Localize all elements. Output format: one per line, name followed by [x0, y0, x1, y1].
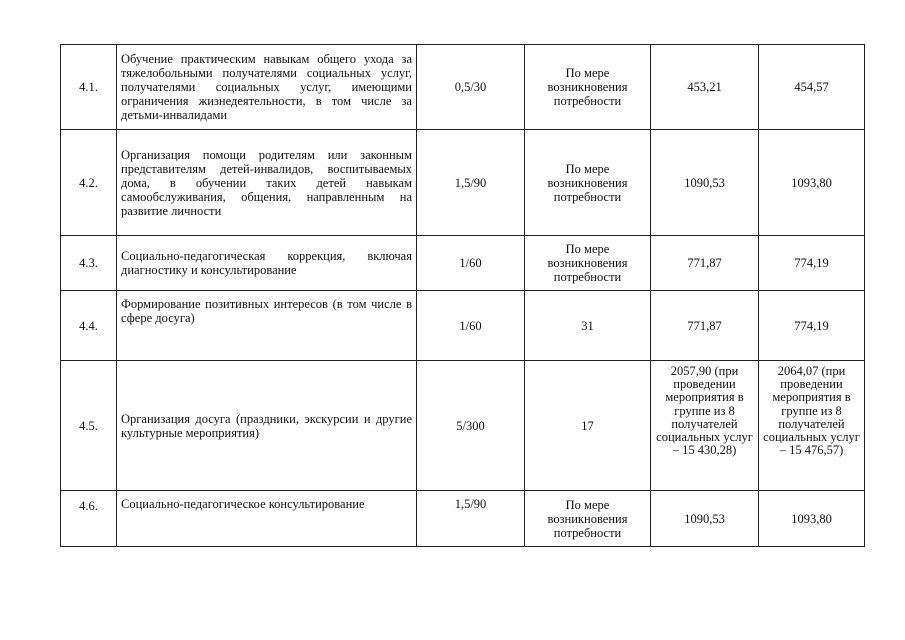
service-rate: 5/300 [417, 361, 525, 491]
service-rate: 1,5/90 [417, 130, 525, 236]
service-price-note: 2057,90 (при проведении мероприятия в группе из 8 получателей социальных услуг – 15 430,28) [656, 364, 753, 458]
service-price-alt: 1093,80 [759, 491, 865, 547]
service-price-alt: 1093,80 [759, 130, 865, 236]
service-price: 771,87 [651, 236, 759, 291]
service-price-alt: 774,19 [759, 291, 865, 361]
service-rate: 1/60 [417, 291, 525, 361]
row-number: 4.4. [61, 291, 117, 361]
service-frequency: 31 [525, 291, 651, 361]
service-rate: 0,5/30 [417, 45, 525, 130]
services-table [60, 44, 865, 547]
service-frequency: По мере возникновения потребности [525, 491, 651, 547]
service-price [651, 361, 759, 491]
table-row [61, 361, 865, 491]
service-name: Организация досуга (праздники, экскурсии и другие культурные мероприятия) [117, 361, 417, 491]
row-number: 4.5. [61, 361, 117, 491]
service-price-alt [759, 361, 865, 491]
service-price-alt: 774,19 [759, 236, 865, 291]
table-row [61, 491, 865, 547]
service-price-alt: 454,57 [759, 45, 865, 130]
row-number: 4.2. [61, 130, 117, 236]
service-price: 771,87 [651, 291, 759, 361]
service-name: Обучение практическим навыкам общего ухода за тяжелобольными получателями социальных услуг, получателями социальных услуг, имеющими ограничения жизнедеятельности, в том числе за детьми-инвалидами [117, 45, 417, 130]
service-rate: 1/60 [417, 236, 525, 291]
service-frequency: По мере возникновения потребности [525, 45, 651, 130]
service-name: Социально-педагогическая коррекция, включая диагностику и консультирование [117, 236, 417, 291]
service-frequency: По мере возникновения потребности [525, 236, 651, 291]
table-row [61, 291, 865, 361]
service-frequency: По мере возникновения потребности [525, 130, 651, 236]
service-rate: 1,5/90 [417, 491, 525, 547]
table-row [61, 130, 865, 236]
row-number: 4.3. [61, 236, 117, 291]
service-price: 1090,53 [651, 130, 759, 236]
service-frequency: 17 [525, 361, 651, 491]
service-price: 453,21 [651, 45, 759, 130]
service-name: Организация помощи родителям или законным представителям детей-инвалидов, воспитываемых дома, в обучении таких детей навыкам самообслуживания, общения, направленным на развитие личности [117, 130, 417, 236]
row-number: 4.1. [61, 45, 117, 130]
row-number: 4.6. [61, 491, 117, 547]
table-row [61, 236, 865, 291]
service-name: Формирование позитивных интересов (в том числе в сфере досуга) [117, 291, 417, 361]
service-name: Социально-педагогическое консультирование [117, 491, 417, 547]
service-price: 1090,53 [651, 491, 759, 547]
table-row [61, 45, 865, 130]
service-price-alt-note: 2064,07 (при проведении мероприятия в группе из 8 получателей социальных услуг – 15 476,57) [763, 364, 860, 458]
